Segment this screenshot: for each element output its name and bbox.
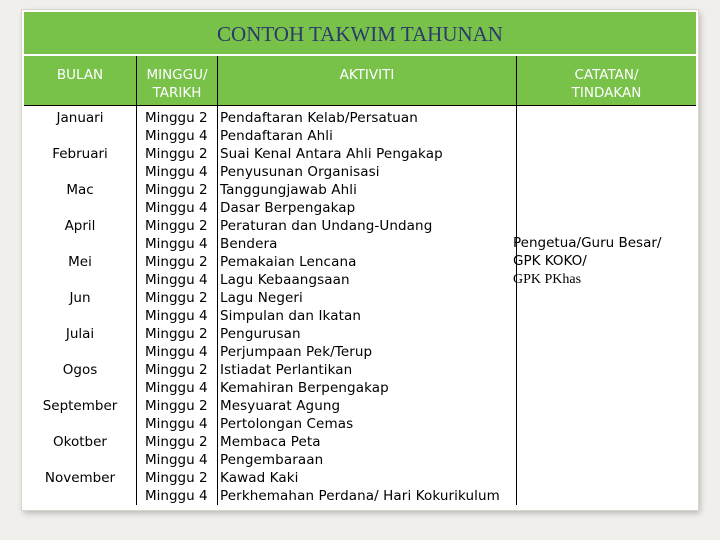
title-bar: [24, 12, 696, 56]
week-cell: Minggu 2: [145, 434, 208, 450]
week-cell: Minggu 4: [145, 416, 208, 432]
takwim-table: [24, 56, 696, 505]
activity-cell: Penyusunan Organisasi: [220, 164, 380, 180]
header-catatan-line1: CATATAN/: [574, 67, 639, 83]
activity-cell: Suai Kenal Antara Ahli Pengakap: [220, 146, 443, 162]
month-cell: November: [44, 470, 116, 486]
activity-cell: Lagu Kebaangsaan: [220, 272, 350, 288]
month-cell: Mei: [68, 254, 92, 270]
week-cell: Minggu 4: [145, 452, 208, 468]
note-line: Pengetua/Guru Besar/: [513, 235, 662, 251]
header-minggu: [137, 66, 217, 102]
header-minggu-line1: MINGGU/: [146, 67, 208, 83]
week-cell: Minggu 4: [145, 488, 208, 504]
activity-cell: Peraturan dan Undang-Undang: [220, 218, 433, 234]
activity-cell: Dasar Berpengakap: [220, 200, 356, 216]
month-cell: Februari: [52, 146, 108, 162]
week-cell: Minggu 2: [145, 254, 208, 270]
activity-cell: Kawad Kaki: [220, 470, 299, 486]
week-cell: Minggu 2: [145, 110, 208, 126]
activity-cell: Mesyuarat Agung: [220, 398, 341, 414]
activity-cell: Pertolongan Cemas: [220, 416, 354, 432]
activity-cell: Simpulan dan Ikatan: [220, 308, 362, 324]
activity-cell: Tanggungjawab Ahli: [220, 182, 357, 198]
note-line: GPK KOKO/: [513, 253, 587, 269]
header-minggu-line2: TARIKH: [152, 85, 202, 101]
activity-cell: Pendaftaran Ahli: [220, 128, 334, 144]
activity-cell: Pemakaian Lencana: [220, 254, 357, 270]
month-cell: Julai: [65, 326, 95, 342]
header-aktiviti: AKTIVITI: [339, 67, 395, 83]
week-cell: Minggu 2: [145, 362, 208, 378]
week-cell: Minggu 2: [145, 146, 208, 162]
note-line-text: GPK PKhas: [513, 272, 582, 287]
activity-cell: Pengembaraan: [220, 452, 324, 468]
week-cell: Minggu 2: [145, 218, 208, 234]
week-cell: Minggu 4: [145, 272, 208, 288]
activity-cell: Perkhemahan Perdana/ Hari Kokurikulum: [220, 488, 500, 504]
activity-cell: Pendaftaran Kelab/Persatuan: [220, 110, 418, 126]
week-cell: Minggu 2: [145, 398, 208, 414]
week-cell: Minggu 2: [145, 182, 208, 198]
week-cell: Minggu 4: [145, 344, 208, 360]
month-cell: Ogos: [62, 362, 98, 378]
page-title: CONTOH TAKWIM TAHUNAN: [217, 22, 503, 46]
month-cell: Januari: [56, 110, 104, 126]
activity-cell: Kemahiran Berpengakap: [220, 380, 389, 396]
week-cell: Minggu 4: [145, 200, 208, 216]
month-cell: Jun: [69, 290, 91, 306]
activity-cell: Istiadat Perlantikan: [220, 362, 353, 378]
week-cell: Minggu 2: [145, 470, 208, 486]
week-cell: Minggu 4: [145, 164, 208, 180]
month-cell: September: [42, 398, 118, 414]
activity-cell: Membaca Peta: [220, 434, 321, 450]
column-catatan: [517, 106, 696, 505]
month-cell: April: [64, 218, 96, 234]
week-cell: Minggu 4: [145, 380, 208, 396]
month-cell: Okotber: [53, 434, 107, 450]
week-cell: Minggu 4: [145, 128, 208, 144]
activity-cell: Perjumpaan Pek/Terup: [220, 344, 373, 360]
week-cell: Minggu 2: [145, 326, 208, 342]
note-line: [513, 270, 581, 289]
week-cell: Minggu 2: [145, 290, 208, 306]
header-catatan: [517, 66, 696, 102]
activity-cell: Pengurusan: [220, 326, 301, 342]
activity-cell: Bendera: [220, 236, 278, 252]
week-cell: Minggu 4: [145, 308, 208, 324]
week-cell: Minggu 4: [145, 236, 208, 252]
header-bulan: BULAN: [56, 67, 104, 83]
month-cell: Mac: [66, 182, 94, 198]
header-catatan-line2: TINDAKAN: [571, 85, 642, 101]
activity-cell: Lagu Negeri: [220, 290, 303, 306]
